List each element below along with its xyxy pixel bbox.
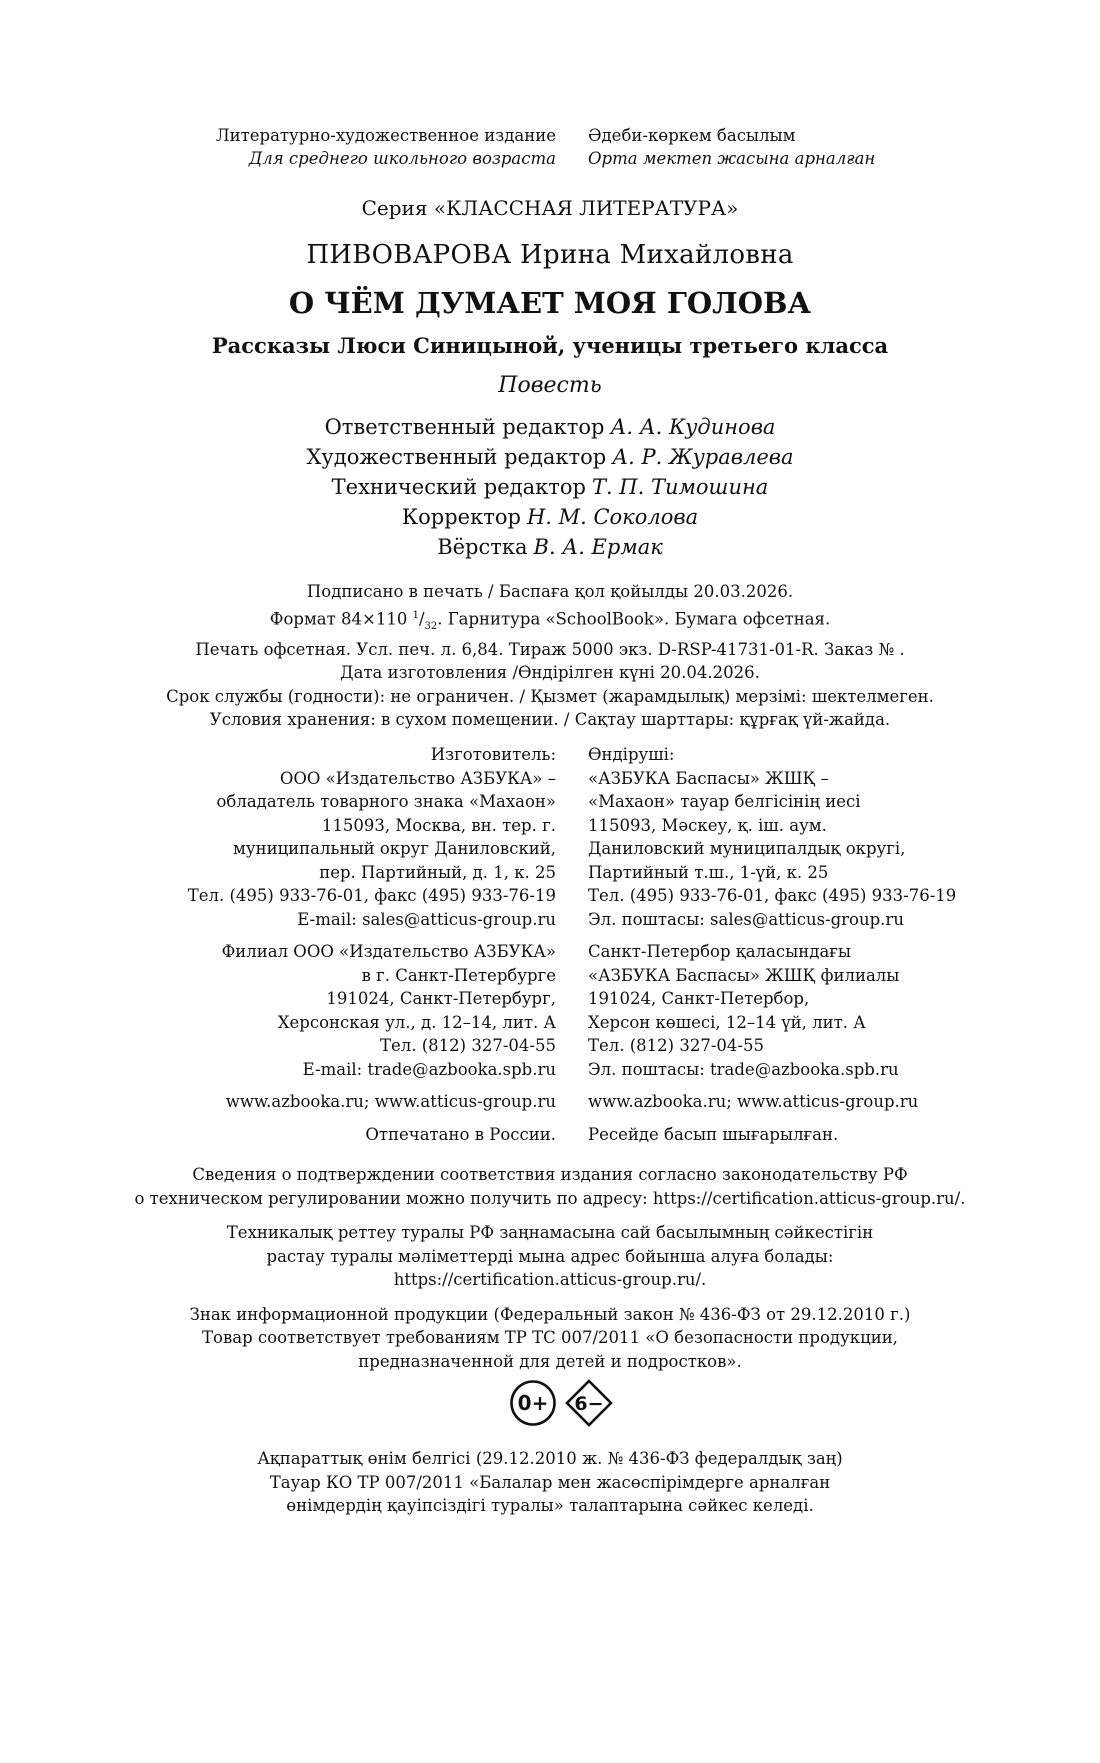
address-line: Санкт-Петербор қаласындағы <box>588 942 852 961</box>
address-line: Партийный т.ш., 1-үй, к. 25 <box>588 862 829 882</box>
format-prefix: Формат 84×110 <box>269 609 413 628</box>
note-line: Сведения о подтверждении соответствия издания согласно законодательству РФ <box>192 1165 908 1184</box>
info-sign-kz-note <box>0 1447 1100 1518</box>
address-line: Тел. (495) 933-76-01, факс (495) 933-76-19 <box>588 886 957 905</box>
format-suffix: . Гарнитура «SchoolBook». Бумага офсетная. <box>437 609 831 628</box>
address-line: обладатель товарного знака «Махаон» <box>216 792 556 811</box>
edition-type-ru <box>0 124 572 170</box>
printed-in-ru: Отпечатано в России. <box>365 1124 556 1144</box>
note-line: о техническом регулировании можно получить по адресу: https://certification.atticus-group.ru/. <box>134 1188 966 1208</box>
print-details-line: Печать офсетная. Усл. печ. л. 6,84. Тираж 5000 экз. D-RSP-41731-01-R. Заказ № . <box>195 639 905 659</box>
note-line: растау туралы мәліметтерді мына адрес бойынша алуға болады: <box>266 1246 834 1266</box>
email-line: Эл. поштасы: sales@atticus-group.ru <box>588 909 904 929</box>
address-line: Филиал ООО «Издательство АЗБУКА» <box>221 942 556 961</box>
age-diamond-label: 6− <box>574 1393 604 1415</box>
printed-in-row <box>0 1123 1100 1147</box>
credit-role: Технический редактор <box>331 475 586 499</box>
credit-role: Ответственный редактор <box>324 415 605 439</box>
address-line: ООО «Издательство АЗБУКА» – <box>279 768 556 788</box>
address-line: Херсонская ул., д. 12–14, лит. А <box>277 1012 556 1032</box>
signed-line: Подписано в печать / Баспаға қол қойылды 20.03.2026. <box>306 582 794 601</box>
address-line: муниципальный округ Даниловский, <box>233 839 556 858</box>
credit-name: В. А. Ермак <box>533 535 663 559</box>
branch-kz <box>572 940 1100 1081</box>
address-line: пер. Партийный, д. 1, к. 25 <box>319 862 556 882</box>
websites-kz: www.azbooka.ru; www.atticus-group.ru <box>588 1092 919 1111</box>
credit-name: Т. П. Тимошина <box>591 475 769 499</box>
print-info-block <box>0 580 1100 732</box>
credit-role: Корректор <box>401 505 521 529</box>
age-circle-icon <box>512 1382 555 1425</box>
credit-name: А. А. Кудинова <box>610 415 776 439</box>
credit-row <box>0 412 1100 442</box>
manufacturer-block <box>0 743 1100 931</box>
credit-row <box>0 442 1100 472</box>
address-line: 115093, Москва, вн. тер. г. <box>321 815 556 835</box>
credit-name: Н. М. Соколова <box>526 505 699 529</box>
note-line: Товар соответствует требованиям ТР ТС 007/2011 «О безопасности продукции, <box>202 1328 898 1347</box>
email-line: E-mail: sales@atticus-group.ru <box>297 909 556 929</box>
printed-in-kz: Ресейде басып шығарылған. <box>588 1124 839 1144</box>
edition-type-block <box>0 124 1100 170</box>
credit-row <box>0 502 1100 532</box>
email-line: Эл. поштасы: trade@azbooka.spb.ru <box>588 1059 899 1079</box>
address-line: 115093, Мәскеу, қ. іш. аум. <box>588 815 827 835</box>
note-line: Знак информационной продукции (Федеральный закон № 436-ФЗ от 29.12.2010 г.) <box>189 1304 911 1324</box>
age-group-ru-line: Для среднего школьного возраста <box>248 149 556 168</box>
age-circle-label: 0+ <box>517 1391 549 1415</box>
note-line: Техникалық реттеу туралы РФ заңнамасына сай басылымның сәйкестігін <box>226 1223 874 1242</box>
age-group-kz-line: Орта мектеп жасына арналған <box>588 149 876 168</box>
book-title: О ЧЁМ ДУМАЕТ МОЯ ГОЛОВА <box>288 286 812 320</box>
address-line: Херсон көшесі, 12–14 үй, лит. А <box>588 1012 866 1032</box>
author-name: ПИВОВАРОВА Ирина Михайловна <box>306 240 794 270</box>
format-line: Формат 84×110 $^1/_{32}$. Гарнитура «SchoolBook». Бумага офсетная. <box>269 609 831 632</box>
info-sign-ru-note <box>0 1303 1100 1374</box>
credit-name: А. Р. Журавлева <box>612 445 794 469</box>
address-line: Өндіруші: <box>588 745 675 764</box>
series-title: Серия «КЛАССНАЯ ЛИТЕРАТУРА» <box>361 196 739 220</box>
note-line: өнімдердің қауіпсіздігі туралы» талаптарына сәйкес келеді. <box>286 1496 814 1515</box>
credit-row <box>0 472 1100 502</box>
credits-list <box>0 412 1100 562</box>
edition-type-ru-line: Литературно-художественное издание <box>215 126 556 145</box>
note-line: Ақпараттық өнім белгісі (29.12.2010 ж. № 436-ФЗ федералдық заң) <box>257 1449 843 1468</box>
address-line: Даниловский муниципалдық округі, <box>588 839 906 858</box>
address-line: Изготовитель: <box>430 745 556 764</box>
address-line: «АЗБУКА Баспасы» ЖШҚ – <box>588 768 829 788</box>
age-rating-marks <box>509 1378 639 1428</box>
edition-type-kz-line: Әдеби-көркем басылым <box>588 126 796 145</box>
address-line: в г. Санкт-Петербурге <box>361 965 556 985</box>
websites-row <box>0 1090 1100 1114</box>
edition-type-kz <box>572 124 1100 170</box>
book-genre: Повесть <box>498 373 602 398</box>
address-line: 191024, Санкт-Петербург, <box>326 989 556 1008</box>
book-subtitle: Рассказы Люси Синицыной, ученицы третьего класса <box>211 333 889 358</box>
age-diamond-icon <box>567 1381 611 1425</box>
email-line: E-mail: trade@azbooka.spb.ru <box>302 1059 556 1079</box>
certification-ru-note <box>0 1163 1100 1210</box>
address-line: Тел. (812) 327-04-55 <box>380 1036 556 1055</box>
address-line: «Махаон» тауар белгісінің иесі <box>588 792 861 811</box>
storage-line: Условия хранения: в сухом помещении. / Сақтау шарттары: құрғақ үй-жайда. <box>209 710 891 730</box>
notes-block <box>0 1163 1100 1384</box>
service-life-line: Срок службы (годности): не ограничен. / Қызмет (жарамдылық) мерзімі: шектелмеген. <box>166 686 934 706</box>
credit-role: Художественный редактор <box>306 445 607 469</box>
address-line: Тел. (495) 933-76-01, факс (495) 933-76-19 <box>187 886 556 905</box>
address-line: 191024, Санкт-Петербор, <box>588 989 810 1008</box>
note-line: предназначенной для детей и подростков». <box>358 1351 742 1371</box>
credit-role: Вёрстка <box>437 535 528 559</box>
format-numerator: 1 <box>412 609 419 621</box>
manufacturer-ru <box>0 743 572 931</box>
branch-block <box>0 940 1100 1081</box>
address-line: Тел. (812) 327-04-55 <box>588 1036 764 1055</box>
addresses-block <box>0 743 1100 1155</box>
manufacture-date-line: Дата изготовления /Өндірілген күні 20.04.2026. <box>340 663 760 683</box>
note-line: Тауар КО ТР 007/2011 «Балалар мен жасөспірімдерге арналған <box>269 1472 831 1492</box>
websites-ru: www.azbooka.ru; www.atticus-group.ru <box>225 1092 556 1111</box>
branch-ru <box>0 940 572 1081</box>
credit-row <box>0 532 1100 562</box>
manufacturer-kz <box>572 743 1100 931</box>
note-line: https://certification.atticus-group.ru/. <box>393 1270 707 1289</box>
format-denominator: 32 <box>424 620 438 632</box>
address-line: «АЗБУКА Баспасы» ЖШҚ филиалы <box>588 965 900 985</box>
certification-kz-note <box>0 1221 1100 1292</box>
